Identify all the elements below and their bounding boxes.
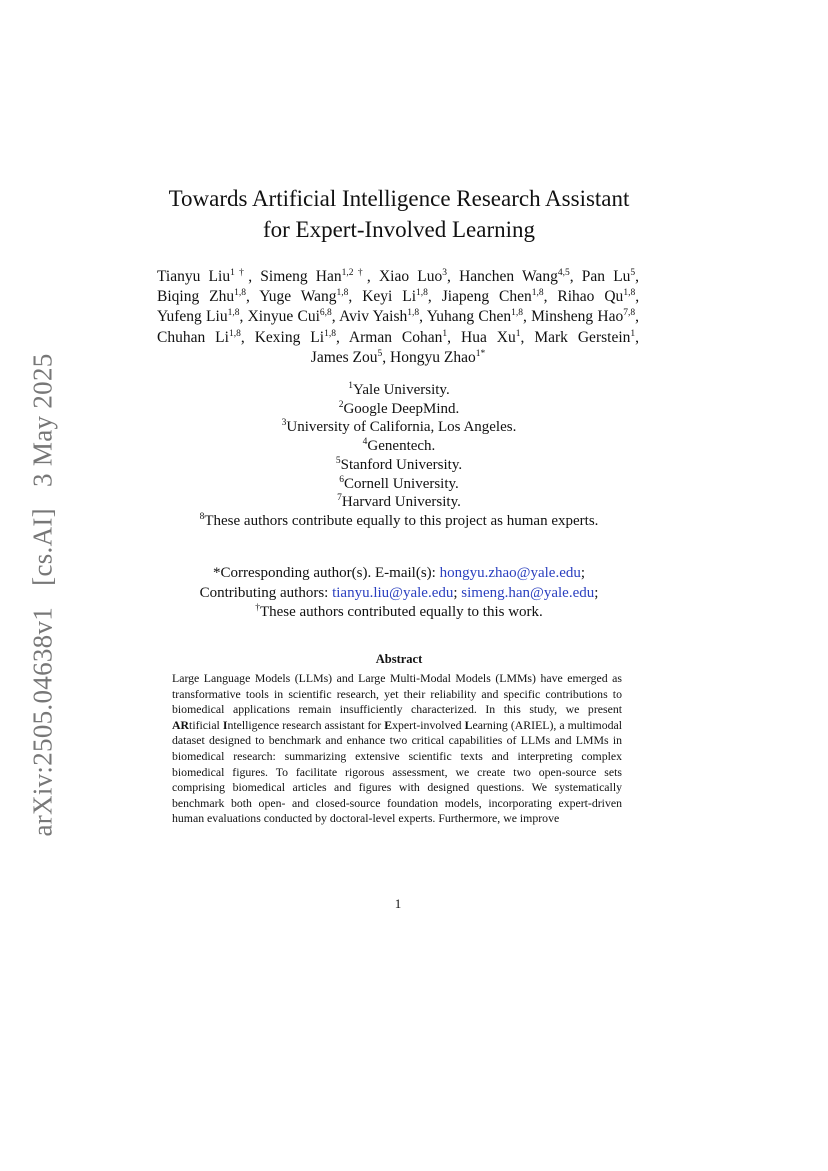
- affiliation-marker: 2: [338, 399, 344, 410]
- author-entry: [362, 288, 432, 305]
- affiliation-marker: 4: [362, 437, 368, 448]
- author-separator: ,: [239, 308, 244, 326]
- arxiv-identifier-stamp: [28, 339, 59, 836]
- author-entry: [534, 329, 639, 346]
- acronym-letter: I: [222, 717, 228, 732]
- author-affiliation-marker: 3: [442, 267, 447, 278]
- affiliation-marker: 5: [335, 455, 341, 466]
- author-affiliation-marker: 1,8: [511, 308, 523, 319]
- author-affiliation-marker: 1,2†: [341, 267, 367, 278]
- author-entry: [557, 288, 639, 305]
- author-entry: [259, 288, 352, 305]
- arxiv-date: 3 May 2025: [27, 353, 58, 487]
- affiliation-list: [120, 381, 678, 531]
- acronym-letter: L: [464, 717, 473, 732]
- author-entry: [157, 268, 252, 285]
- author-name: Yuge Wang: [259, 288, 337, 306]
- author-name: Mark Gerstein: [534, 328, 631, 346]
- author-separator: ,: [520, 328, 525, 346]
- contact-block: [120, 564, 678, 623]
- author-separator: ,: [522, 308, 527, 326]
- dagger-mark: †: [255, 603, 260, 613]
- affiliation-text: Yale University.: [353, 382, 450, 398]
- punctuation: ;: [594, 584, 599, 601]
- author-entry: [255, 329, 340, 346]
- author-affiliation-marker: 1,8: [336, 288, 349, 299]
- author-name: Jiapeng Chen: [441, 288, 532, 306]
- author-name: Xinyue Cui: [247, 308, 320, 326]
- author-separator: ,: [248, 268, 253, 285]
- author-separator: ,: [635, 288, 640, 306]
- author-name: James Zou: [310, 348, 378, 366]
- author-entry: [157, 329, 245, 346]
- equal-contribution-text: These authors contributed equally to this work.: [259, 604, 543, 620]
- author-entry: [248, 308, 336, 325]
- author-entry: [379, 268, 451, 285]
- contributing-label: Contributing authors:: [199, 584, 333, 601]
- author-affiliation-marker: 6,8: [319, 308, 332, 319]
- author-affiliation-marker: 1,8: [416, 288, 428, 299]
- affiliation-line: [120, 418, 678, 437]
- author-affiliation-marker: 5: [377, 348, 383, 359]
- author-affiliation-marker: 1†: [230, 267, 249, 278]
- author-separator: ,: [635, 268, 640, 285]
- author-affiliation-marker: 1,8: [623, 288, 636, 299]
- affiliation-line: [120, 400, 678, 419]
- author-name: Yuhang Chen: [426, 308, 512, 326]
- author-affiliation-marker: 1,8: [228, 328, 241, 339]
- author-affiliation-marker: 4,5: [557, 267, 570, 278]
- author-entry: [260, 268, 371, 285]
- author-entry: [442, 288, 548, 305]
- author-entry: [390, 349, 485, 366]
- contributing-email-link-1[interactable]: tianyu.liu@yale.edu: [332, 584, 454, 601]
- author-affiliation-marker: 1*: [475, 348, 486, 359]
- affiliation-line: [120, 456, 678, 475]
- author-name: Arman Cohan: [348, 328, 443, 346]
- abstract-segment: tificial: [189, 717, 223, 732]
- punctuation: ;: [453, 584, 462, 601]
- affiliation-line: [120, 437, 678, 456]
- affiliation-text: These authors contribute equally to this project as human experts.: [204, 512, 599, 529]
- abstract-segment: ntelligence research assistant for: [227, 717, 385, 732]
- abstract-heading: Abstract: [375, 652, 423, 666]
- author-affiliation-marker: 1: [442, 328, 448, 339]
- author-name: Chuhan Li: [157, 328, 229, 346]
- abstract-segment: earning (ARIEL), a multimodal dataset designed to benchmark and enhance two critical capabilities of LLMs and LMMs in biomedical research: summarizing extensive scientific texts and interpreting complex biomedical figures. To facilitate rigorous assessment, we create two open-source sets comprising biomedical articles and figures with designed questions. We systematically benchmark both open- and closed-source foundation models, incorporating expert-driven human evaluations conducted by doctoral-level experts. Furthermore, we improve: [172, 717, 622, 826]
- author-separator: ,: [427, 288, 432, 306]
- author-separator: ,: [569, 268, 574, 285]
- author-entry: [461, 329, 524, 346]
- author-name: Simeng Han: [260, 268, 342, 285]
- affiliation-line: [120, 381, 678, 400]
- arxiv-category: [cs.AI]: [27, 508, 58, 586]
- page-number: 1: [394, 896, 402, 911]
- author-entry: [531, 308, 639, 325]
- author-entry: [339, 308, 423, 325]
- author-separator: ,: [245, 288, 250, 306]
- author-entry: [311, 349, 386, 366]
- author-affiliation-marker: 7,8: [623, 308, 636, 319]
- author-name: Tianyu Liu: [157, 268, 231, 285]
- author-entry: [427, 308, 527, 325]
- affiliation-marker: 6: [339, 474, 344, 485]
- title-line-1: Towards Artificial Intelligence Research Assistant: [168, 186, 630, 211]
- affiliation-line: [120, 475, 678, 494]
- author-name: Hongyu Zhao: [390, 348, 476, 366]
- author-affiliation-marker: 5: [630, 267, 636, 278]
- author-list: [157, 267, 639, 368]
- author-name: Hua Xu: [461, 328, 516, 346]
- author-separator: ,: [240, 328, 245, 346]
- author-affiliation-marker: 1,8: [234, 288, 246, 299]
- author-separator: ,: [382, 348, 387, 366]
- author-separator: ,: [635, 328, 639, 346]
- equal-contribution-note: [120, 603, 678, 623]
- author-name: Biqing Zhu: [157, 288, 235, 306]
- author-name: Pan Lu: [581, 268, 631, 285]
- affiliation-marker: 1: [348, 381, 354, 391]
- affiliation-text: Cornell University.: [343, 475, 459, 492]
- author-name: Hanchen Wang: [459, 268, 558, 285]
- author-affiliation-marker: 1,8: [531, 288, 544, 299]
- arxiv-id[interactable]: arXiv:2505.04638v1: [27, 606, 58, 837]
- abstract-segment: xpert-involved: [392, 717, 465, 732]
- corresponding-author-line: [120, 564, 678, 584]
- author-name: Yufeng Liu: [157, 308, 228, 326]
- contributing-authors-line: [120, 584, 678, 604]
- author-separator: ,: [635, 308, 639, 326]
- author-separator: ,: [335, 328, 340, 346]
- author-separator: ,: [543, 288, 548, 306]
- author-entry: [157, 308, 243, 325]
- paper-title: [160, 183, 638, 245]
- author-separator: ,: [331, 308, 336, 326]
- affiliation-marker: 7: [337, 493, 342, 504]
- affiliation-text: Google DeepMind.: [343, 400, 460, 417]
- affiliation-line: [120, 512, 678, 531]
- corresponding-label: *Corresponding author(s). E-mail(s):: [212, 565, 440, 581]
- corresponding-email-link[interactable]: hongyu.zhao@yale.edu: [439, 565, 581, 581]
- author-name: Keyi Li: [362, 288, 417, 306]
- affiliation-text: Genentech.: [367, 438, 436, 455]
- author-entry: [459, 268, 574, 285]
- author-name: Rihao Qu: [557, 288, 624, 306]
- author-separator: ,: [348, 288, 353, 306]
- affiliation-marker: 8: [199, 511, 205, 522]
- author-affiliation-marker: 1: [630, 328, 636, 339]
- author-separator: ,: [419, 308, 424, 326]
- author-affiliation-marker: 1: [515, 328, 521, 339]
- author-affiliation-marker: 1,8: [407, 308, 420, 319]
- author-name: Minsheng Hao: [531, 308, 624, 326]
- author-entry: [582, 268, 639, 285]
- punctuation: ;: [580, 565, 586, 581]
- affiliation-text: University of California, Los Angeles.: [286, 419, 517, 436]
- author-name: Kexing Li: [254, 328, 325, 346]
- acronym-letter: AR: [172, 717, 190, 732]
- abstract-text: [172, 671, 622, 827]
- author-separator: ,: [366, 268, 371, 285]
- author-entry: [157, 288, 250, 305]
- affiliation-marker: 3: [281, 418, 287, 429]
- author-affiliation-marker: 1,8: [324, 328, 336, 339]
- author-name: Xiao Luo: [378, 268, 443, 285]
- acronym-letter: E: [384, 717, 393, 732]
- author-name: Aviv Yaish: [339, 308, 408, 326]
- author-entry: [349, 329, 451, 346]
- abstract-segment: Large Language Models (LLMs) and Large Multi-Modal Models (LMMs) have emerged as transformative tools in scientific research, yet their reliability and specific contributions to biomedical applications remain insufficiently characterized. In this study, we present: [172, 671, 622, 717]
- author-separator: ,: [447, 328, 452, 346]
- affiliation-text: Harvard University.: [341, 494, 461, 511]
- contributing-email-link-2[interactable]: simeng.han@yale.edu: [461, 584, 595, 601]
- author-separator: ,: [447, 268, 451, 285]
- affiliation-line: [120, 493, 678, 512]
- affiliation-text: Stanford University.: [340, 456, 463, 473]
- author-affiliation-marker: 1,8: [227, 308, 240, 319]
- title-line-2: for Expert-Involved Learning: [262, 217, 536, 242]
